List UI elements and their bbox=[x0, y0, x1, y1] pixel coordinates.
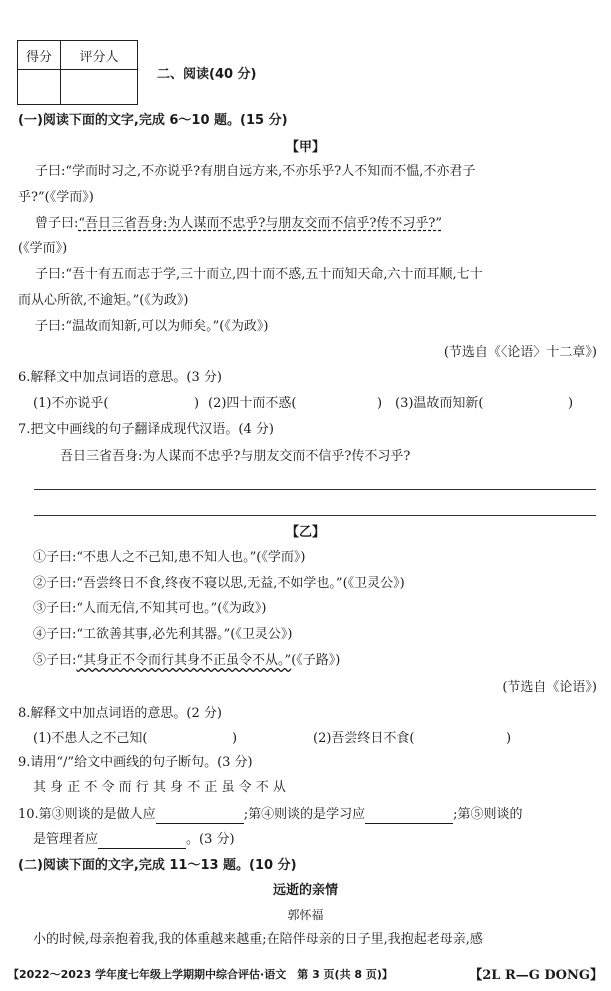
yi-line-5-source: (《子路》) bbox=[291, 653, 341, 668]
q10-part-e: 。(3 分) bbox=[186, 832, 235, 847]
yi-line-1: ①子曰:“不患人之不己知,患不知人也。”(《学而》) bbox=[33, 550, 306, 565]
score-box bbox=[17, 40, 138, 105]
answer-line-1[interactable] bbox=[34, 489, 596, 490]
q10-part-b: ;第④则谈的是学习应 bbox=[243, 807, 366, 822]
q6-item-2-close: ) bbox=[377, 396, 383, 411]
jia-line-4: (《学而》) bbox=[18, 241, 68, 256]
q6-item-1-close: ) bbox=[194, 396, 200, 411]
jia-underlined-sentence: “吾日三省吾身:为人谋而不忠乎?与朋友交而不信乎?传不习乎?” bbox=[78, 216, 442, 231]
answer-line-2[interactable] bbox=[34, 515, 596, 516]
q8-item-2-label: (2)吾尝终日不食( bbox=[313, 731, 415, 746]
part2-header: (二)阅读下面的文字,完成 11～13 题。(10 分) bbox=[18, 858, 297, 873]
q6-item-1-label: (1)不亦说乎( bbox=[33, 396, 109, 411]
q6-text: 6.解释文中加点词语的意思。(3 分) bbox=[18, 370, 222, 385]
q10-blank-2[interactable] bbox=[365, 809, 453, 824]
q6-item-3-close: ) bbox=[568, 396, 574, 411]
q7-text: 7.把文中画线的句子翻译成现代汉语。(4 分) bbox=[18, 422, 274, 437]
yi-underlined-sentence: “其身正不令而行其身不正虽令不从。” bbox=[76, 653, 292, 668]
q10-part-a: 10.第③则谈的是做人应 bbox=[18, 807, 156, 822]
q9-sentence: 其 身 正 不 令 而 行 其 身 不 正 虽 令 不 从 bbox=[33, 780, 286, 795]
q10-blank-3[interactable] bbox=[98, 834, 186, 849]
yi-line-5-speaker: ⑤子曰: bbox=[33, 653, 77, 668]
passage-author: 郭怀福 bbox=[287, 908, 324, 922]
jia-line-1: 子曰:“学而时习之,不亦说乎?有朋自远方来,不亦乐乎?人不知而不愠,不亦君子 bbox=[35, 164, 476, 179]
grader-label: 评分人 bbox=[61, 41, 138, 70]
jia-line-6: 而从心所欲,不逾矩。”(《为政》) bbox=[18, 293, 189, 308]
jia-line-3 bbox=[35, 215, 442, 233]
score-label: 得分 bbox=[18, 41, 61, 70]
page-footer: 【2022～2023 学年度七年级上学期期中综合评估·语文 第 3 页(共 8 页)】 bbox=[8, 968, 393, 981]
score-cell[interactable] bbox=[18, 70, 61, 105]
q9-text: 9.请用“/”给文中画线的句子断句。(3 分) bbox=[18, 755, 253, 770]
yi-line-5 bbox=[33, 652, 340, 670]
q8-text: 8.解释文中加点词语的意思。(2 分) bbox=[18, 706, 222, 721]
exam-code: 【2L R—G DONG】 bbox=[469, 968, 603, 983]
yi-source: (节选自《论语》) bbox=[502, 680, 597, 695]
q6-item-2-label: (2)四十而不惑( bbox=[208, 396, 297, 411]
q10-part-c: ;第⑤则谈的 bbox=[453, 807, 523, 822]
jia-line-5: 子曰:“吾十有五而志于学,三十而立,四十而不惑,五十而知天命,六十而耳顺,七十 bbox=[35, 267, 483, 282]
yi-line-3: ③子曰:“人而无信,不知其可也。”(《为政》) bbox=[33, 601, 267, 616]
grader-cell[interactable] bbox=[61, 70, 138, 105]
q10-line-1 bbox=[18, 806, 522, 824]
jia-title: 【甲】 bbox=[285, 140, 325, 155]
passage-first-line: 小的时候,母亲抱着我,我的体重越来越重;在陪伴母亲的日子里,我抱起老母亲,感 bbox=[33, 932, 483, 947]
jia-line-2: 乎?”(《学而》) bbox=[18, 190, 94, 205]
q7-sentence: 吾日三省吾身:为人谋而不忠乎?与朋友交而不信乎?传不习乎? bbox=[60, 449, 411, 464]
jia-source: (节选自《〈论语〉十二章》) bbox=[443, 345, 597, 360]
jia-line-3-speaker: 曾子曰: bbox=[35, 216, 79, 231]
q8-item-1-label: (1)不患人之不己知( bbox=[33, 731, 148, 746]
section-title: 二、阅读(40 分) bbox=[157, 67, 257, 82]
yi-line-2: ②子曰:“吾尝终日不食,终夜不寝以思,无益,不如学也。”(《卫灵公》) bbox=[33, 576, 405, 591]
yi-title: 【乙】 bbox=[285, 525, 325, 540]
passage-title: 远逝的亲情 bbox=[272, 883, 338, 898]
q10-blank-1[interactable] bbox=[156, 809, 244, 824]
q10-line-2 bbox=[33, 831, 235, 849]
q8-item-2-close: ) bbox=[506, 731, 512, 746]
part1-header: (一)阅读下面的文字,完成 6～10 题。(15 分) bbox=[18, 113, 288, 128]
q8-item-1-close: ) bbox=[232, 731, 238, 746]
q10-part-d: 是管理者应 bbox=[33, 832, 99, 847]
yi-line-4: ④子曰:“工欲善其事,必先利其器。”(《卫灵公》) bbox=[33, 627, 293, 642]
q6-item-3-label: (3)温故而知新( bbox=[395, 396, 484, 411]
jia-line-7: 子曰:“温故而知新,可以为师矣。”(《为政》) bbox=[35, 319, 269, 334]
